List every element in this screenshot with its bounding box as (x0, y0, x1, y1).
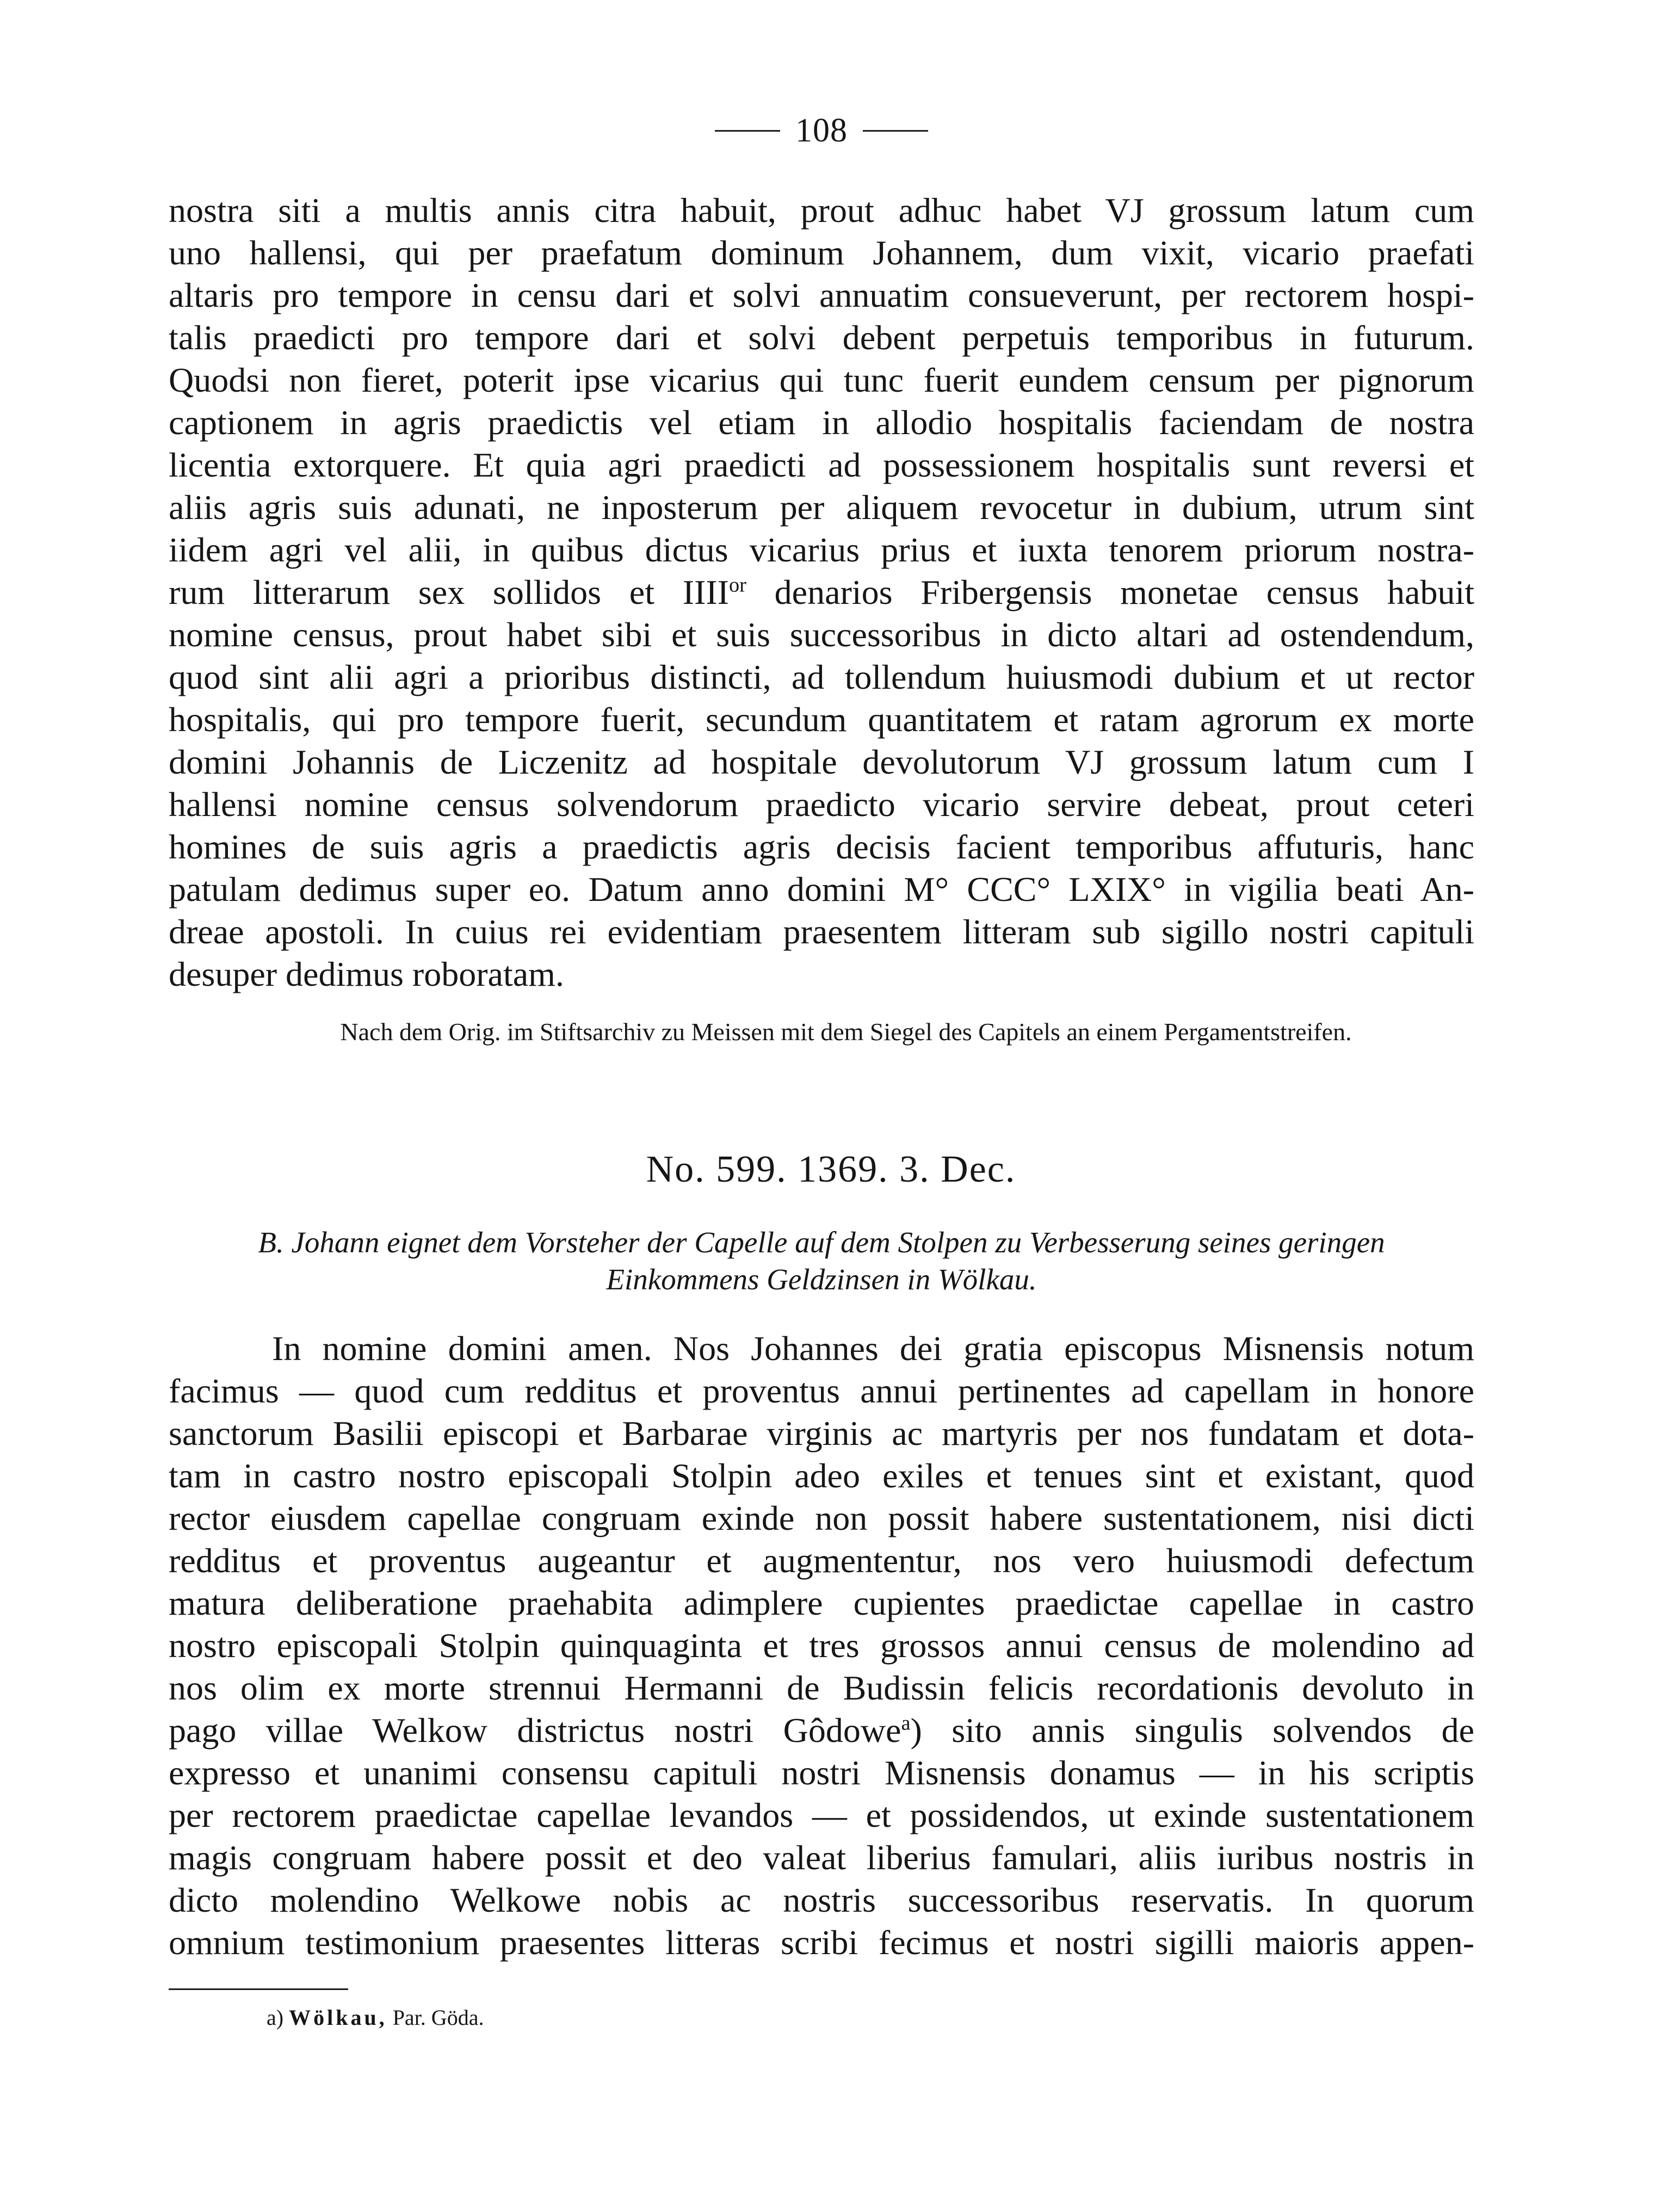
text-line: dreae apostoli. In cuius rei evidentiam praesentem litteram sub sigillo nostri capituli (169, 912, 1474, 951)
footnote-parish: Par. Göda. (392, 2005, 484, 2030)
text-line: hospitalis, qui pro tempore fuerit, secundum quantitatem et ratam agrorum ex morte (169, 700, 1474, 739)
source-note: Nach dem Orig. im Stiftsarchiv zu Meissen mit dem Siegel des Capitels an einem Pergamentstreifen. (340, 1018, 1352, 1046)
text-line: tam in castro nostro episcopali Stolpin adeo exiles et tenues sint et existant, quod (169, 1456, 1474, 1495)
regest-summary (185, 1224, 1458, 1298)
text-line: aliis agris suis adunati, ne inposterum per aliquem revocetur in dubium, utrum sint (169, 488, 1474, 527)
regest-line: B. Johann eignet dem Vorsteher der Capelle auf dem Stolpen zu Verbesserung seines geringen (258, 1226, 1385, 1259)
text-line: matura deliberatione praehabita adimplere cupientes praedictae capellae in castro (169, 1584, 1474, 1622)
text-line: homines de suis agris a praedictis agris decisis facient temporibus affuturis, hanc (169, 827, 1474, 866)
text-line: rum litterarum sex sollidos et $IIII^{or}$ denarios Fribergensis monetae census habuit (169, 573, 1475, 611)
page-number: 108 (795, 112, 848, 149)
footnote (267, 2005, 484, 2030)
text-line: captionem in agris praedictis vel etiam in allodio hospitalis faciendam de nostra (169, 403, 1474, 442)
text-line: nos olim ex morte strennui Hermanni de Budissin felicis recordationis devoluto in (169, 1669, 1474, 1707)
text-line: nomine census, prout habet sibi et suis successoribus in dicto altari ad ostendendum, (169, 615, 1474, 654)
text-line: iidem agri vel alii, in quibus dictus vicarius prius et iuxta tenorem priorum nostra- (169, 530, 1474, 569)
text-line: quod sint alii agri a prioribus distincti, ad tollendum huiusmodi dubium et ut rector (169, 658, 1474, 696)
header-rule-right (863, 130, 928, 132)
text-line: Quodsi non fieret, poterit ipse vicarius qui tunc fuerit eundem censum per pignorum (169, 361, 1474, 399)
text-line: desuper dedimus roboratam. (169, 955, 564, 993)
text-line: redditus et proventus augeantur et augmententur, nos vero huiusmodi defectum (169, 1541, 1474, 1580)
footnote-marker: a) (267, 2005, 284, 2030)
footnote-rule (169, 1988, 348, 1990)
footnote-place: Wölkau, (289, 2005, 387, 2030)
text-line: licentia extorquere. Et quia agri praedicti ad possessionem hospitalis sunt reversi et (169, 446, 1474, 484)
text-line: pago villae Welkow districtus nostri Gôdowe$^a$) sito annis singulis solvendos de (169, 1711, 1475, 1750)
text-line: uno hallensi, qui per praefatum dominum Johannem, dum vixit, vicario praefati (169, 233, 1474, 272)
text-line: dicto molendino Welkowe nobis ac nostris successoribus reservatis. In quorum (169, 1881, 1474, 1919)
text-line: hallensi nomine census solvendorum praedicto vicario servire debeat, prout ceteri (169, 785, 1474, 824)
document-number-heading: No. 599. 1369. 3. Dec. (646, 1148, 1016, 1190)
charter-text (169, 1327, 1474, 1964)
text-line: facimus — quod cum redditus et proventus annui pertinentes ad capellam in honore (169, 1371, 1474, 1410)
text-line: sanctorum Basilii episcopi et Barbarae virginis ac martyris per nos fundatam et dota- (169, 1414, 1474, 1453)
text-line: In nomine domini amen. Nos Johannes dei gratia episcopus Misnensis notum (272, 1329, 1474, 1368)
text-line: rector eiusdem capellae congruam exinde non possit habere sustentationem, nisi dicti (169, 1499, 1474, 1537)
page-header (680, 103, 963, 158)
text-line: expresso et unanimi consensu capituli nostri Misnensis donamus — in his scriptis (169, 1753, 1474, 1792)
text-line: per rectorem praedictae capellae levandos — et possidendos, ut exinde sustentationem (169, 1796, 1474, 1834)
text-line: nostro episcopali Stolpin quinquaginta et tres grossos annui census de molendino ad (169, 1626, 1474, 1665)
text-line: talis praedicti pro tempore dari et solvi debent perpetuis temporibus in futurum. (169, 318, 1474, 357)
text-line: omnium testimonium praesentes litteras scribi fecimus et nostri sigilli maioris appen- (169, 1923, 1474, 1962)
regest-line: Einkommens Geldzinsen in Wölkau. (606, 1263, 1037, 1296)
text-line: altaris pro tempore in censu dari et solvi annuatim consueverunt, per rectorem hospi- (169, 276, 1474, 314)
text-line: magis congruam habere possit et deo valeat liberius famulari, aliis iuribus nostris in (169, 1838, 1474, 1877)
text-line: domini Johannis de Liczenitz ad hospitale devolutorum VJ grossum latum cum I (169, 743, 1474, 781)
text-line: nostra siti a multis annis citra habuit, prout adhuc habet VJ grossum latum cum (169, 191, 1474, 230)
text-line: patulam dedimus super eo. Datum anno domini M° CCC° LXIX° in vigilia beati An- (169, 870, 1474, 909)
continued-charter-text (169, 189, 1474, 996)
header-rule-left (715, 130, 780, 132)
